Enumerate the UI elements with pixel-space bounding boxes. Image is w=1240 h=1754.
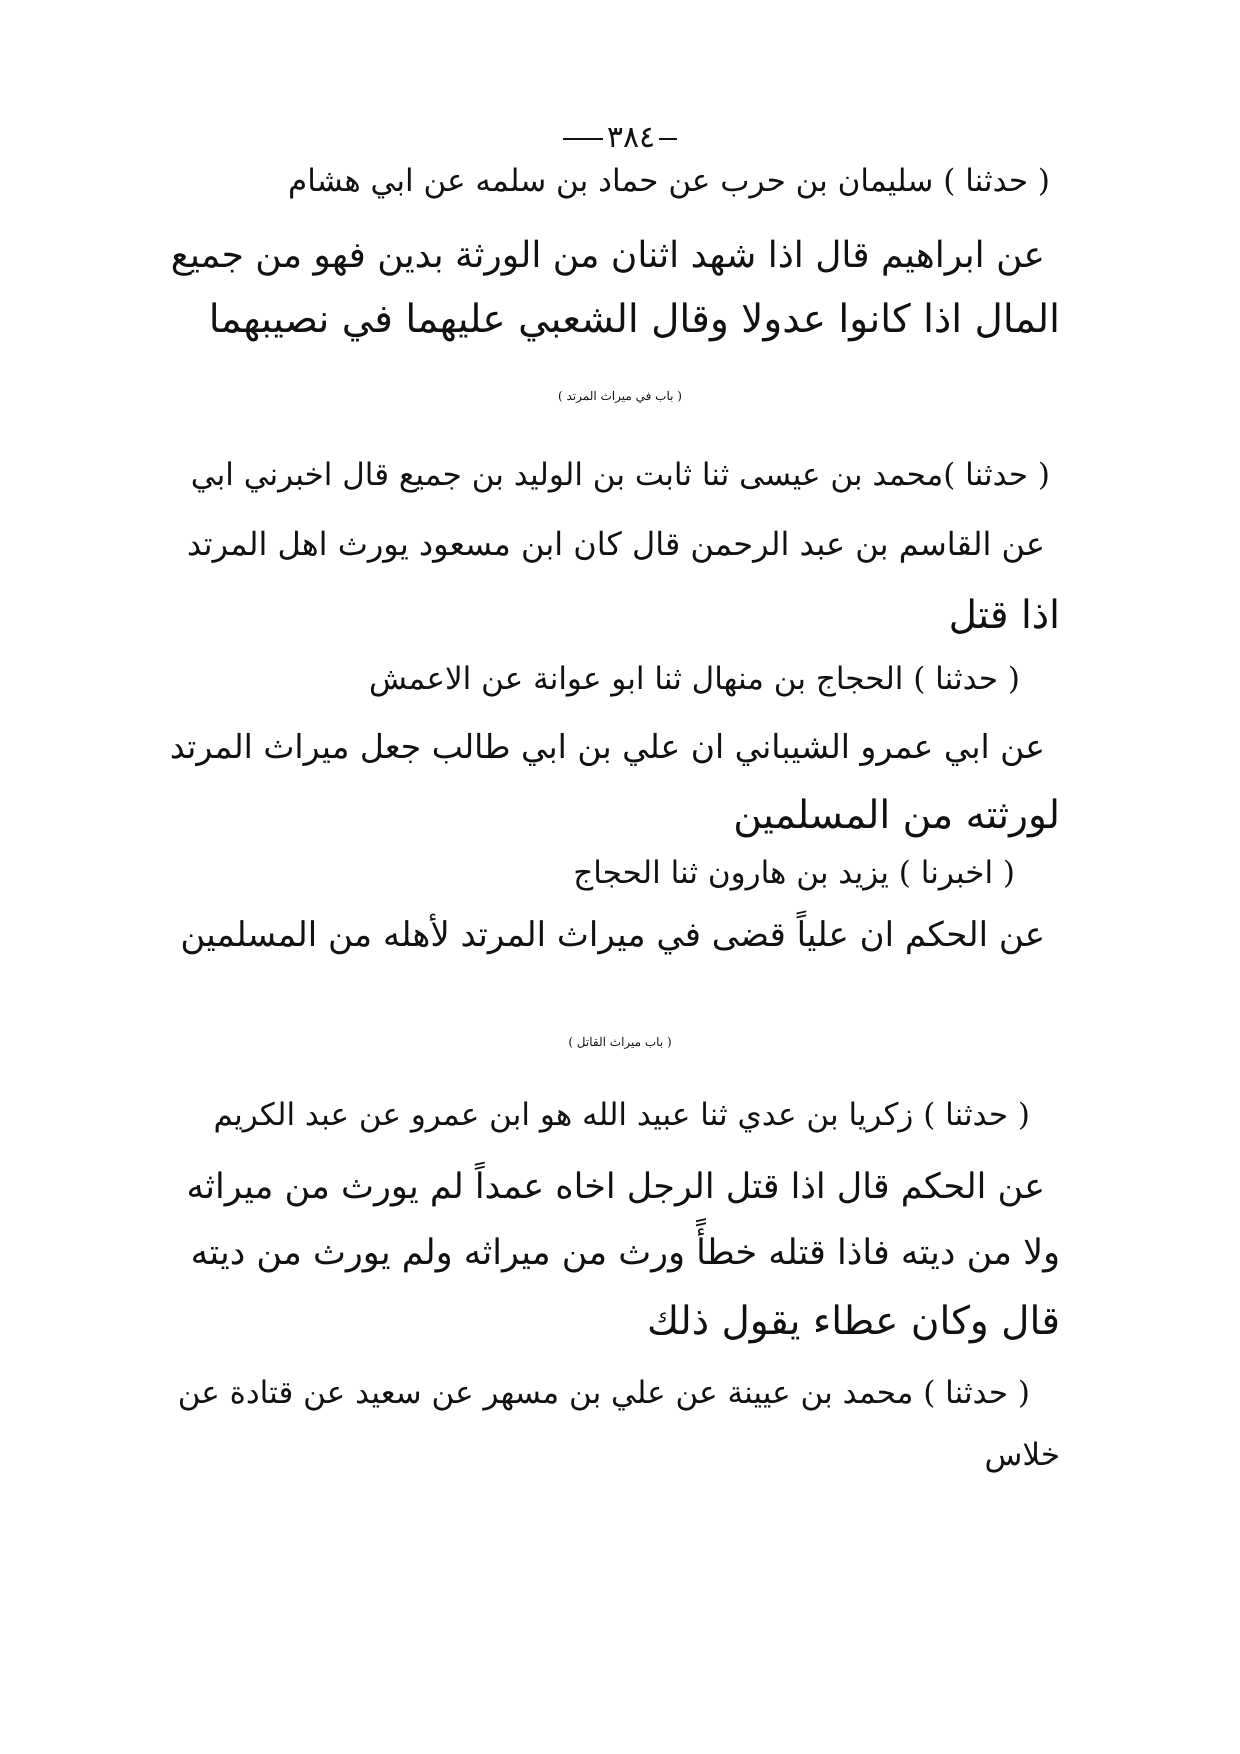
text-line-15: عن الحكم قال اذا قتل الرجل اخاه عمداً لم يورث من ميراثه xyxy=(186,1167,1045,1207)
text-line-7: اذا قتل xyxy=(948,593,1060,638)
text-line-3: المال اذا كانوا عدولا وقال الشعبي عليهما في نصيبهما xyxy=(208,297,1060,342)
text-line-11: ( اخبرنا ) يزيد بن هارون ثنا الحجاج xyxy=(573,855,1015,891)
page-number-dash-right xyxy=(659,138,677,140)
text-line-16: ولا من ديته فاذا قتله خطأً ورث من ميراثه ولم يورث من ديته xyxy=(190,1233,1060,1273)
text-line-18: ( حدثنا ) محمد بن عيينة عن علي بن مسهر عن سعيد عن قتادة عن xyxy=(177,1375,1030,1411)
text-line-8: ( حدثنا ) الحجاج بن منهال ثنا ابو عوانة عن الاعمش xyxy=(369,661,1020,697)
text-line-17: قال وكان عطاء يقول ذلك xyxy=(646,1299,1060,1344)
section-heading-1: ( باب في ميراث المرتد ) xyxy=(558,389,682,403)
text-line-10: لورثته من المسلمين xyxy=(733,793,1060,838)
page-number xyxy=(0,120,1240,155)
text-line-9: عن ابي عمرو الشيباني ان علي بن ابي طالب جعل ميراث المرتد xyxy=(169,727,1045,766)
text-line-5: ( حدثنا )محمد بن عيسى ثنا ثابت بن الوليد بن جميع قال اخبرني ابي xyxy=(190,457,1050,493)
section-heading-2: ( باب ميراث القاتل ) xyxy=(568,1035,672,1049)
page-number-dash-left xyxy=(563,138,603,140)
page-number-text: ٣٨٤ xyxy=(606,120,656,155)
text-line-14: ( حدثنا ) زكريا بن عدي ثنا عبيد الله هو ابن عمرو عن عبد الكريم xyxy=(213,1097,1030,1133)
text-line-1: ( حدثنا ) سليمان بن حرب عن حماد بن سلمه عن ابي هشام xyxy=(288,163,1050,199)
text-line-19: خلاس xyxy=(984,1437,1060,1473)
text-line-12: عن الحكم ان علياً قضى في ميراث المرتد لأهله من المسلمين xyxy=(180,915,1045,955)
text-line-6: عن القاسم بن عبد الرحمن قال كان ابن مسعود يورث اهل المرتد xyxy=(186,525,1045,563)
text-line-2: عن ابراهيم قال اذا شهد اثنان من الورثة بدين فهو من جميع xyxy=(170,235,1045,276)
